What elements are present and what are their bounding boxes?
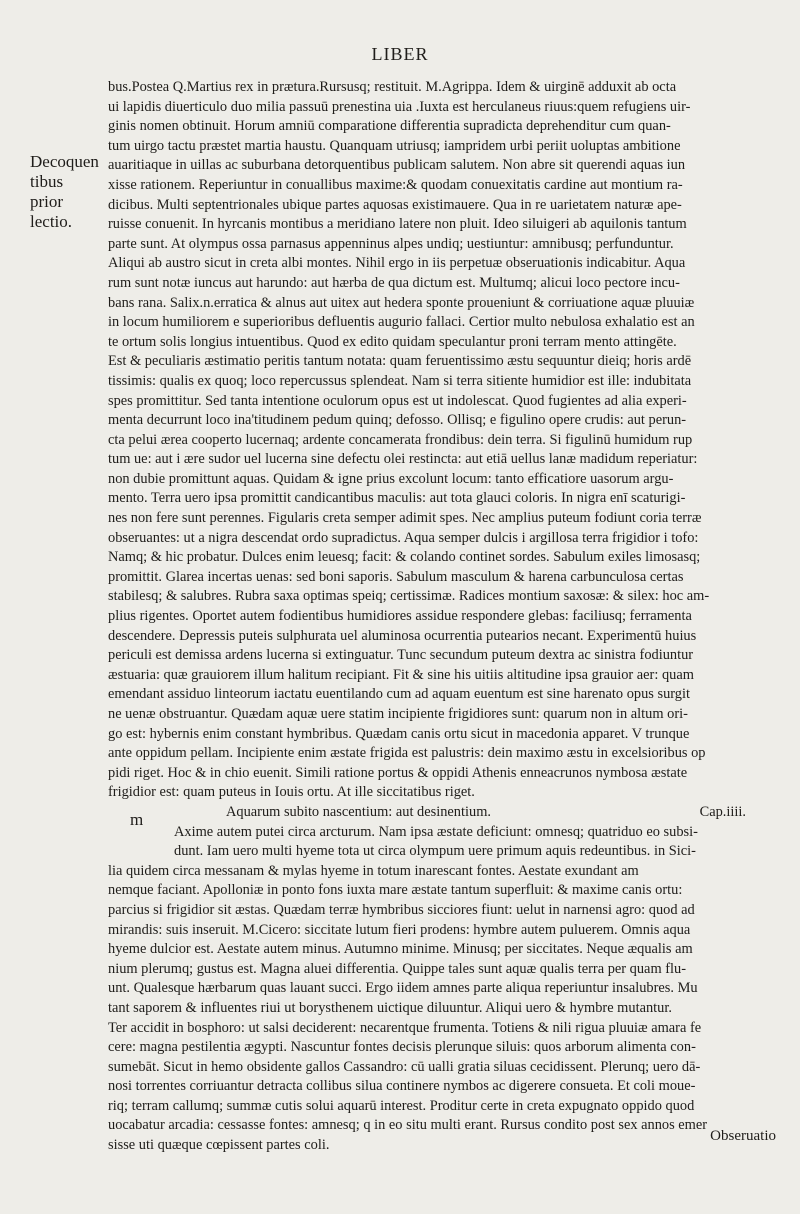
text-line: go est: hybernis enim constant hymbribus. Quædam canis ortu sicut in macedonia apparet. V trunque bbox=[108, 725, 690, 742]
text-line: frigidior est: quam puteus in Iouis ortu. At ille siccitatibus riget. bbox=[108, 784, 475, 801]
text-line: spes promittitur. Sed tanta intentione oculorum opus est ut indolescat. Quod fugientes ad alia experi- bbox=[108, 392, 687, 409]
text-line: dicibus. Multi septentrionales ubique partes aquosas existimauere. Qua in re uarietatem naturæ ape- bbox=[108, 196, 682, 213]
text-line: dunt. Iam uero multi hyeme tota ut circa olympum uere primum aquis redeuntibus. in Sici- bbox=[174, 843, 696, 860]
text-line: ruisse conuenit. In hyrcanis montibus a meridiano latere non pluit. Ideo siluigeri ab aquilonis tantum bbox=[108, 216, 687, 233]
text-line: ne uenæ obstruantur. Quædam aquæ uere statim incipiente frigidiores sunt: quarum non in altum ori- bbox=[108, 706, 688, 722]
running-header: LIBER bbox=[371, 44, 429, 64]
marginal-note-line: tibus bbox=[30, 172, 64, 191]
text-line: Axime autem putei circa arcturum. Nam ipsa æstate deficiunt: omnesq; quatriduo eo subsi- bbox=[174, 823, 698, 840]
text-line: in locum humiliorem e superioribus defluentis augurio fallaci. Certior multo nebulosa exhalatio est an bbox=[108, 314, 695, 331]
text-line: tum uirgo tactu præstet martia haustu. Quanquam utriusq; iampridem urbi periit uoluptas ambitione bbox=[108, 137, 681, 154]
marginal-note-line: lectio. bbox=[30, 212, 73, 231]
text-line: Ter accidit in bosphoro: ut salsi deciderent: necarentque frumenta. Totiens & nili rigua pluuiæ amara fe bbox=[108, 1019, 702, 1036]
text-line: æstuaria: quæ grauiorem illum halitum recipiant. Fit & sine his uitiis altitudine ipsa grauior aer: quam bbox=[108, 666, 694, 683]
marginal-note bbox=[30, 152, 110, 232]
text-line: nemque faciant. Apolloniæ in ponto fons iuxta mare æstate tantum superfluit: & maxime canis ortu: bbox=[108, 882, 683, 899]
text-line: bans rana. Salix.n.erratica & alnus aut uitex aut hedera sponte proueniunt & corriuatione aquæ pluuiæ bbox=[108, 294, 695, 311]
text-line: unt. Qualesque hærbarum quas lauant succi. Ergo iidem amnes parte aliqua reperiuntur insalubres. Mu bbox=[108, 980, 698, 997]
text-line: ui lapidis diuerticulo duo milia passuū prenestina uia .Iuxta est herculaneus riuus:quem refugiens uir- bbox=[108, 98, 691, 115]
text-line: parte sunt. At olympus ossa parnasus appenninus alpes undiq; uestiuntur: amnibusq; perfunduntur. bbox=[108, 235, 674, 252]
text-line: auaritiaque in uillas ac suburbana detorquentibus publicam salutem. Non abre sit querendi aquas iun bbox=[108, 157, 686, 174]
chapter-heading bbox=[108, 803, 768, 823]
text-line: bus.Postea Q.Martius rex in prætura.Rursusq; restituit. M.Agrippa. Idem & uirginē adduxit ab octa bbox=[108, 79, 677, 95]
text-line: nosi torrentes corriuantur detracta collibus silua continere nymbos ac digerere consueta. Et coli moue- bbox=[108, 1078, 696, 1095]
text-line: sumebāt. Sicut in hemo obsidente gallos Cassandro: cū ualli gratia siluas cecidissent. Plerunq; uero dā- bbox=[108, 1058, 701, 1075]
text-line: emendant assiduo linteorum iactatu euentilando cum ad aquam euentum est sine harenato opus surgit bbox=[108, 686, 690, 703]
text-line: rum sunt notæ iuncus aut harundo: aut hærba de qua dictum est. Multumq; alicui loco pectore incu- bbox=[108, 274, 680, 291]
text-line: non dubie promittunt aquas. Quidam & igne prius excolunt locum: tanto efficatiore uasorum argu- bbox=[108, 470, 674, 487]
marginal-note-line: Decoquen bbox=[30, 152, 99, 171]
text-line: tissimis: qualis ex quoq; loco repercussus splendeat. Nam si terra sitiente humidior est ille: indubitata bbox=[108, 372, 692, 389]
text-line: descendere. Depressis puteis sulphurata uel aluminosa ocurrentia putearios necant. Experimentū huius bbox=[108, 627, 697, 644]
chapter-number: Cap.iiii. bbox=[699, 803, 746, 820]
text-line: cta pelui ærea cooperto lucernaq; ardente concamerata frondibus: dein terra. Si figulinū humidum rup bbox=[108, 431, 693, 448]
text-line: xisse rationem. Reperiuntur in conuallibus maxime:& quodam conuexitatis cardine aut montium ra- bbox=[108, 176, 683, 193]
text-line: periculi est demissa ardens lucerna si extinguatur. Tunc secundum puteum dextra ac sinistra fodiuntur bbox=[108, 647, 694, 664]
text-line: Est & peculiaris æstimatio peritis tantum notata: quam feruentissimo æstu sequuntur dieiq; horis ardē bbox=[108, 353, 692, 370]
catchword: Obseruatio bbox=[710, 1128, 776, 1144]
text-line: pidi riget. Hoc & in chio euenit. Simili ratione portus & oppidi Athenis enneacrunos nymbosa æstate bbox=[108, 764, 688, 781]
marginal-note-line: prior bbox=[30, 192, 64, 211]
text-line: obseruantes: ut a nigra descendat ordo supradictus. Aqua semper dulcis i argillosa terra frigidior i tofo: bbox=[108, 529, 699, 546]
text-line: promittit. Glarea incertas uenas: sed boni saporis. Sabulum masculum & harena carbunculosa certas bbox=[108, 568, 684, 585]
text-line: tant saporem & influentes riui ut borysthenem uictique diluuntur. Aliqui uero & hymbre mutantur. bbox=[108, 999, 672, 1016]
text-line: hyeme dulcior est. Aestate autem minus. Autumno minime. Minusq; per siccitates. Neque æqualis am bbox=[108, 941, 693, 958]
body-text bbox=[108, 78, 768, 1156]
text-line: lia quidem circa messanam & mylas hyeme in totum inarescant fontes. Aestate exundant am bbox=[108, 862, 639, 879]
text-line: nium plerumq; gustus est. Magna aluei differentia. Quippe tales sunt aquæ qualis terra per quam flu- bbox=[108, 960, 687, 977]
text-line: uocabatur arcadia: cessasse fontes: amnesq; q in eo situ multi erant. Rursus condito post sex annos emer bbox=[108, 1117, 708, 1134]
text-line: parcius si frigidior sit æstas. Quædam terræ hymbribus sicciores fiunt: uelut in narnensi agro: quod ad bbox=[108, 901, 695, 918]
text-line: te ortum solis longius intuentibus. Quod ex edito quidam speculantur proni terram mento attingēte. bbox=[108, 333, 677, 350]
text-line: mento. Terra uero ipsa promittit candicantibus maculis: aut tota glauci coloris. In nigra enī scaturigi- bbox=[108, 490, 686, 507]
text-line: stabilesq; & salubres. Rubra saxa optimas speiq; certissimæ. Radices montium saxosæ: & silex: hoc am- bbox=[108, 588, 710, 605]
text-line: riq; terram callumq; summæ cutis solui aquarū interest. Proditur certe in creta expugnato oppido quod bbox=[108, 1097, 695, 1114]
text-line: ante oppidum pellam. Incipiente enim æstate frigida est palustris: dein maximo æstu in excelsioribus op bbox=[108, 745, 706, 762]
chapter-title: Aquarum subito nascentium: aut desinentium. bbox=[226, 803, 491, 820]
text-line: Namq; & hic probatur. Dulces enim leuesq; facit: & colando continet sordes. Sabulum exiles limosasq; bbox=[108, 549, 701, 566]
text-line: plius rigentes. Oportet autem fodientibus humidiores assidue respondere glebas: faciliusq; ferramenta bbox=[108, 608, 692, 625]
text-line: nes non fere sunt perennes. Figularis creta semper adimit spes. Nec amplius puteum fodiunt coria terræ bbox=[108, 510, 702, 527]
text-line: menta decurrunt loco ina'titudinem pedum quinq; defosso. Ollisq; e figulino opere crudis: aut perun- bbox=[108, 412, 687, 429]
text-line: sisse uti quæque cœpissent partes coli. bbox=[108, 1137, 330, 1154]
text-line: ginis nomen obtinuit. Horum amniū comparatione differentia supradicta deprehenditur cum quan- bbox=[108, 118, 671, 135]
text-line: Aliqui ab austro sicut in creta albi montes. Nihil ergo in iis perpetuæ obseruationis indicabitur. Aqua bbox=[108, 255, 686, 272]
text-line: tum ue: aut i ære sudor uel lucerna sine defectu olei restincta: aut etiā uellus lanæ madidum reperiatur: bbox=[108, 451, 698, 468]
text-line: cere: magna pestilentia ægypti. Nascuntur fontes decisis plerunque siluis: quos arborum alimenta con- bbox=[108, 1039, 696, 1056]
text-line: mirandis: suis inseruit. M.Cicero: siccitate lutum fieri prodens: hymbre autem puluerem. Omnis aqua bbox=[108, 921, 691, 938]
initial-guide-letter: m bbox=[130, 810, 144, 829]
